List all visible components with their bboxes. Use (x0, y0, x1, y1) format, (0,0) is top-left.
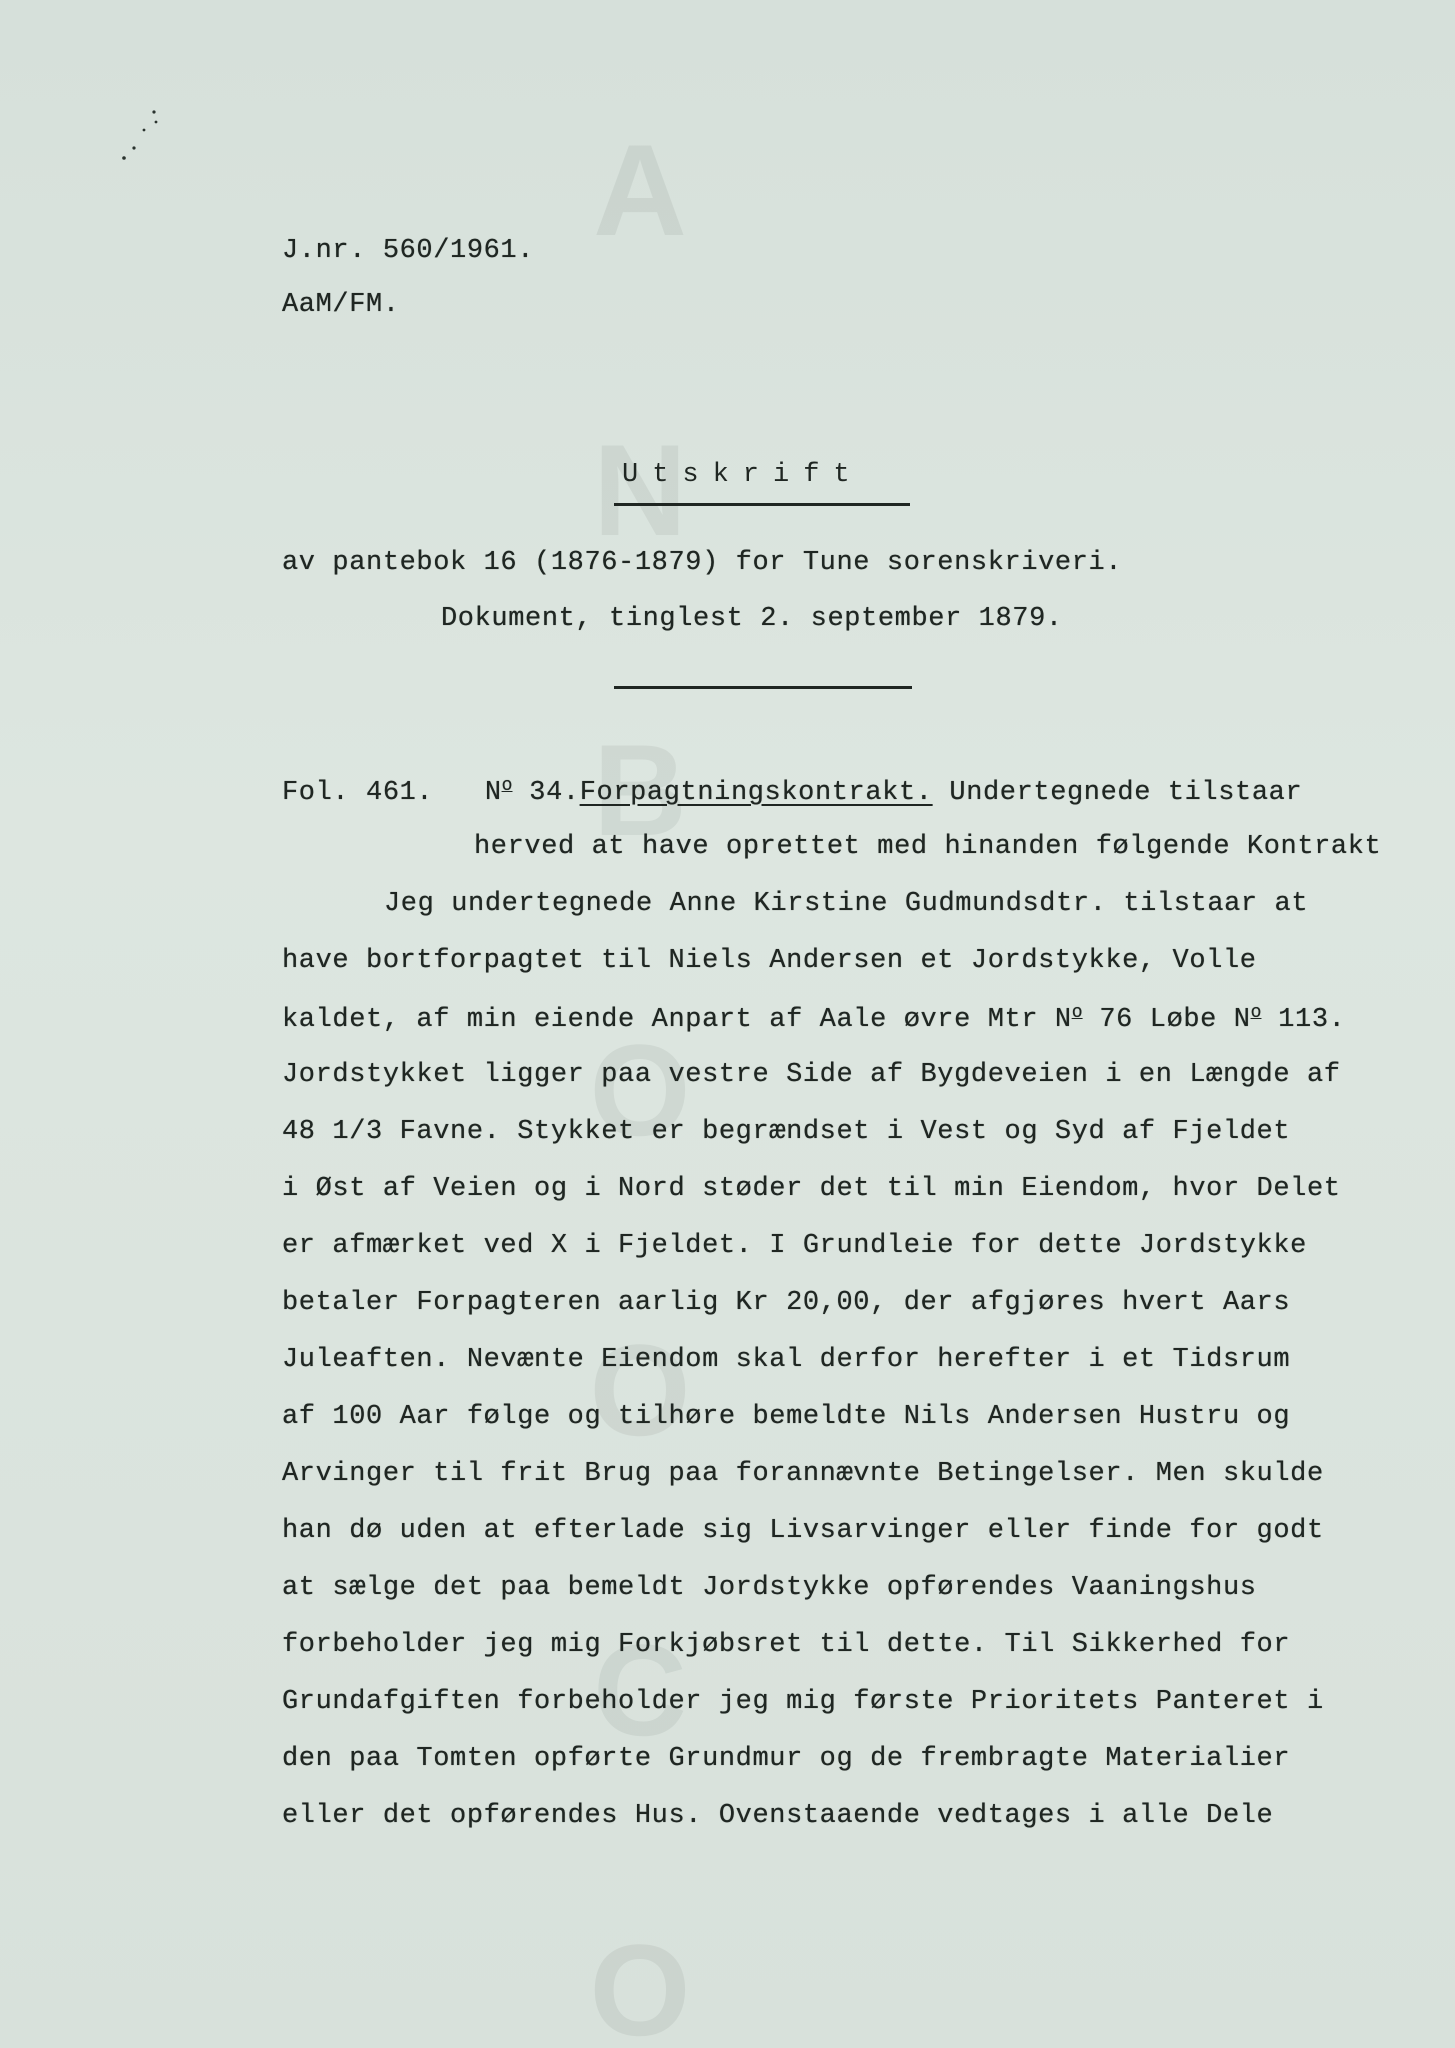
body-line-9: Juleaften. Nevænte Eiendom skal derfor herefter i et Tidsrum (282, 1345, 1291, 1375)
body-line-17: eller det opførendes Hus. Ovenstaaende vedtages i alle Dele (282, 1801, 1274, 1831)
body-line-8: betaler Forpagteren aarlig Kr 20,00, der afgjøres hvert Aars (282, 1288, 1291, 1318)
subtitle-line-2: Dokument, tinglest 2. september 1879. (441, 604, 1063, 634)
journal-number: J.nr. 560/1961. (282, 236, 535, 266)
body-line-14: forbeholder jeg mig Forkjøbsret til dette. Til Sikkerhed for (282, 1630, 1291, 1660)
body-line-16: den paa Tomten opførte Grundmur og de frembragte Materialier (282, 1744, 1291, 1774)
title-underline (614, 503, 910, 506)
body-line-11: Arvinger til frit Brug paa forannævnte Betingelser. Men skulde (282, 1459, 1324, 1489)
body-line-3-part-c: 113. (1278, 1005, 1346, 1035)
body-line-10: af 100 Aar følge og tilhøre bemeldte Nils Andersen Hustru og (282, 1402, 1291, 1432)
body-line-3-sup-b: o (1250, 1003, 1262, 1023)
ink-specks (100, 100, 180, 180)
folio-number: Fol. 461. (282, 778, 434, 808)
entry-first-line-rest: Undertegnede tilstaar (949, 778, 1303, 808)
initials: AaM/FM. (282, 290, 400, 320)
entry-heading: Forpagtningskontrakt. (579, 778, 933, 808)
entry-second-line: herved at have oprettet med hinanden følgende Kontrakt (474, 832, 1382, 862)
body-line-7: er afmærket ved X i Fjeldet. I Grundleie for dette Jordstykke (282, 1231, 1307, 1261)
subtitle-line-1: av pantebok 16 (1876-1879) for Tune sorenskriveri. (282, 548, 1123, 578)
section-divider (614, 686, 912, 689)
entry-number: 34. (529, 778, 580, 808)
body-line-2: have bortforpagtet til Niels Andersen et Jordstykke, Volle (282, 946, 1257, 976)
document-title: Utskrift (622, 460, 864, 490)
body-line-3 (282, 1003, 1345, 1035)
body-line-13: at sælge det paa bemeldt Jordstykke opførendes Vaaningshus (282, 1573, 1257, 1603)
body-line-4: Jordstykket ligger paa vestre Side af Bygdeveien i en Længde af (282, 1060, 1341, 1090)
entry-first-line (282, 776, 1302, 808)
body-line-5: 48 1/3 Favne. Stykket er begrændset i Vest og Syd af Fjeldet (282, 1117, 1291, 1147)
body-line-3-part-a: kaldet, af min eiende Anpart af Aale øvre Mtr N (282, 1005, 1072, 1035)
body-line-1: Jeg undertegnede Anne Kirstine Gudmundsdtr. tilstaar at (384, 889, 1309, 919)
body-line-3-part-b: 76 Løbe N (1099, 1005, 1251, 1035)
body-line-12: han dø uden at efterlade sig Livsarvinger eller finde for godt (282, 1516, 1324, 1546)
body-line-6: i Øst af Veien og i Nord støder det til min Eiendom, hvor Delet (282, 1174, 1341, 1204)
number-prefix: N (484, 778, 502, 808)
bleed-through-mark: A N B O O C O (589, 117, 691, 2048)
body-line-15: Grundafgiften forbeholder jeg mig første Prioritets Panteret i (282, 1687, 1324, 1717)
body-line-3-sup-a: o (1071, 1003, 1083, 1023)
number-superscript: o (501, 776, 513, 796)
